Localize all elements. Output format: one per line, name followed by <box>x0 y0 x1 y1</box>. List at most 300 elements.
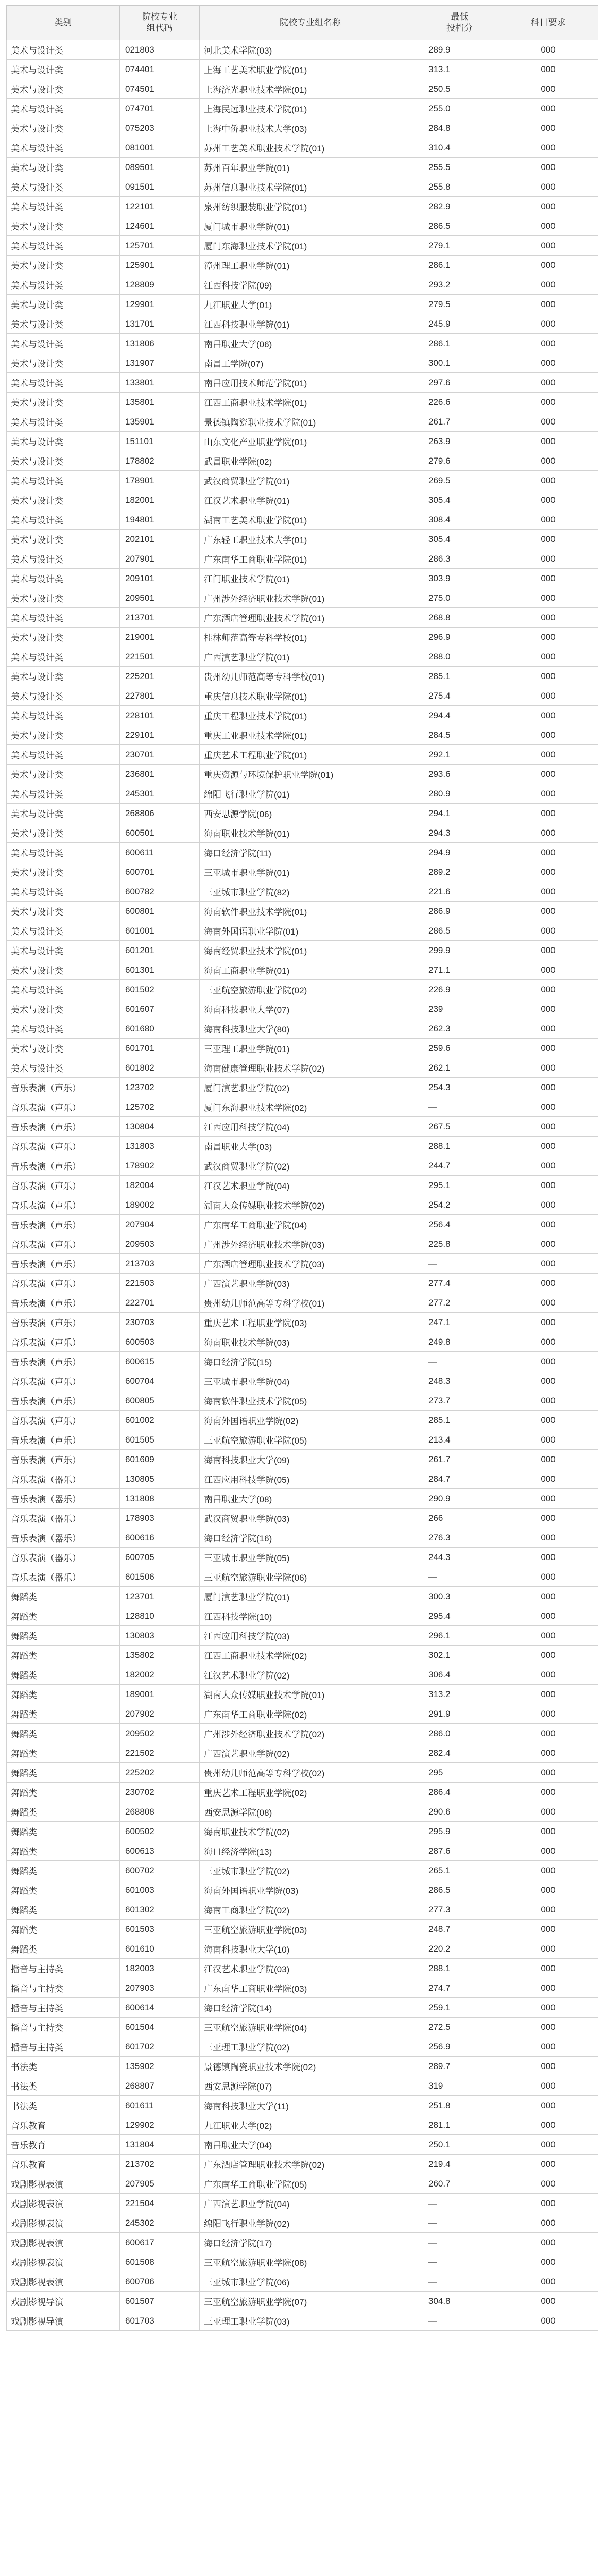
cell-min-score: 288.1 <box>421 1137 498 1156</box>
cell-group-code: 207901 <box>120 549 200 569</box>
cell-group-code: 151101 <box>120 432 200 451</box>
cell-subject-req: 000 <box>498 1509 598 1528</box>
cell-group-code: 178902 <box>120 1156 200 1176</box>
cell-group-code: 221503 <box>120 1274 200 1293</box>
header-code-line1: 院校专业 <box>142 12 177 22</box>
cell-group-code: 091501 <box>120 177 200 197</box>
cell-category: 美术与设计类 <box>7 118 120 138</box>
cell-min-score: 289.7 <box>421 2057 498 2076</box>
cell-school-group-name: 厦门东海职业技术学院(01) <box>200 236 421 256</box>
table-row <box>7 960 598 980</box>
cell-min-score: 248.7 <box>421 1920 498 1939</box>
cell-subject-req: 000 <box>498 843 598 862</box>
cell-group-code: 600782 <box>120 882 200 902</box>
cell-school-group-name: 武汉商贸职业学院(01) <box>200 471 421 490</box>
cell-min-score: 279.5 <box>421 295 498 314</box>
table-row <box>7 236 598 256</box>
cell-category: 舞蹈类 <box>7 1743 120 1763</box>
cell-group-code: 601607 <box>120 999 200 1019</box>
table-row <box>7 1411 598 1430</box>
cell-school-group-name: 九江职业大学(02) <box>200 2115 421 2135</box>
cell-category: 播音与主持类 <box>7 2037 120 2057</box>
cell-min-score: 256.9 <box>421 2037 498 2057</box>
cell-school-group-name: 广州涉外经济职业技术学院(02) <box>200 1724 421 1743</box>
cell-subject-req: 000 <box>498 1978 598 1998</box>
table-row <box>7 314 598 334</box>
cell-category: 美术与设计类 <box>7 79 120 99</box>
cell-subject-req: 000 <box>498 2155 598 2174</box>
cell-group-code: 601201 <box>120 941 200 960</box>
table-row <box>7 999 598 1019</box>
cell-group-code: 600706 <box>120 2272 200 2292</box>
cell-group-code: 123702 <box>120 1078 200 1097</box>
table-row <box>7 2115 598 2135</box>
cell-subject-req: 000 <box>498 745 598 765</box>
table-row <box>7 1117 598 1137</box>
cell-school-group-name: 贵州幼儿师范高等专科学校(02) <box>200 1763 421 1783</box>
cell-category: 美术与设计类 <box>7 138 120 158</box>
cell-min-score: 286.5 <box>421 216 498 236</box>
cell-group-code: 601701 <box>120 1039 200 1058</box>
cell-category: 美术与设计类 <box>7 236 120 256</box>
cell-subject-req: 000 <box>498 1528 598 1548</box>
table-row <box>7 1234 598 1254</box>
cell-subject-req: 000 <box>498 2037 598 2057</box>
table-row <box>7 2135 598 2155</box>
header-code-line2: 组代码 <box>146 23 173 33</box>
cell-min-score: 296.1 <box>421 1626 498 1646</box>
cell-category: 音乐表演（声乐） <box>7 1195 120 1215</box>
cell-school-group-name: 三亚城市职业学院(06) <box>200 2272 421 2292</box>
cell-category: 美术与设计类 <box>7 745 120 765</box>
cell-subject-req: 000 <box>498 1665 598 1685</box>
cell-min-score: 289.2 <box>421 862 498 882</box>
cell-group-code: 600702 <box>120 1861 200 1880</box>
cell-subject-req: 000 <box>498 1430 598 1450</box>
cell-min-score: 305.4 <box>421 530 498 549</box>
cell-school-group-name: 湖南大众传媒职业技术学院(02) <box>200 1195 421 1215</box>
cell-min-score: 293.6 <box>421 765 498 784</box>
cell-category: 美术与设计类 <box>7 216 120 236</box>
cell-school-group-name: 海南工商职业学院(02) <box>200 1900 421 1920</box>
cell-category: 音乐表演（声乐） <box>7 1078 120 1097</box>
table-row <box>7 882 598 902</box>
cell-school-group-name: 江汉艺术职业学院(01) <box>200 490 421 510</box>
cell-school-group-name: 广东酒店管理职业技术学院(02) <box>200 2155 421 2174</box>
cell-category: 美术与设计类 <box>7 177 120 197</box>
cell-category: 美术与设计类 <box>7 373 120 393</box>
cell-subject-req: 000 <box>498 2252 598 2272</box>
cell-min-score: 255.0 <box>421 99 498 118</box>
cell-category: 音乐表演（声乐） <box>7 1097 120 1117</box>
table-row <box>7 138 598 158</box>
cell-min-score: 251.8 <box>421 2096 498 2115</box>
cell-subject-req: 000 <box>498 510 598 530</box>
cell-category: 美术与设计类 <box>7 158 120 177</box>
cell-subject-req: 000 <box>498 1959 598 1978</box>
cell-group-code: 209501 <box>120 588 200 608</box>
cell-group-code: 131806 <box>120 334 200 353</box>
cell-school-group-name: 广州涉外经济职业技术学院(01) <box>200 588 421 608</box>
cell-school-group-name: 武昌职业学院(02) <box>200 451 421 471</box>
cell-min-score: 277.4 <box>421 1274 498 1293</box>
cell-group-code: 135901 <box>120 412 200 432</box>
cell-subject-req: 000 <box>498 2213 598 2233</box>
cell-category: 音乐表演（声乐） <box>7 1391 120 1411</box>
cell-group-code: 600705 <box>120 1548 200 1567</box>
cell-subject-req: 000 <box>498 236 598 256</box>
table-row <box>7 1606 598 1626</box>
cell-group-code: 131701 <box>120 314 200 334</box>
cell-category: 美术与设计类 <box>7 902 120 921</box>
cell-category: 戏剧影视表演 <box>7 2213 120 2233</box>
cell-school-group-name: 广东南华工商职业学院(03) <box>200 1978 421 1998</box>
cell-subject-req: 000 <box>498 1450 598 1469</box>
table-row <box>7 549 598 569</box>
cell-school-group-name: 江汉艺术职业学院(02) <box>200 1665 421 1685</box>
table-row <box>7 2018 598 2037</box>
cell-school-group-name: 武汉商贸职业学院(02) <box>200 1156 421 1176</box>
cell-min-score: 279.6 <box>421 451 498 471</box>
cell-subject-req: 000 <box>498 588 598 608</box>
cell-subject-req: 000 <box>498 1097 598 1117</box>
cell-min-score: 310.4 <box>421 138 498 158</box>
cell-group-code: 221504 <box>120 2194 200 2213</box>
cell-group-code: 178802 <box>120 451 200 471</box>
cell-group-code: 601001 <box>120 921 200 941</box>
cell-category: 舞蹈类 <box>7 1626 120 1646</box>
cell-group-code: 135902 <box>120 2057 200 2076</box>
table-row <box>7 432 598 451</box>
cell-min-score: 220.2 <box>421 1939 498 1959</box>
cell-subject-req: 000 <box>498 1254 598 1274</box>
cell-min-score: 304.8 <box>421 2292 498 2311</box>
cell-school-group-name: 海南职业技术学院(03) <box>200 1332 421 1352</box>
cell-subject-req: 000 <box>498 1039 598 1058</box>
cell-category: 美术与设计类 <box>7 432 120 451</box>
table-row <box>7 256 598 275</box>
cell-school-group-name: 重庆艺术工程职业学院(02) <box>200 1783 421 1802</box>
cell-subject-req: 000 <box>498 1215 598 1234</box>
cell-category: 美术与设计类 <box>7 686 120 706</box>
cell-subject-req: 000 <box>498 2018 598 2037</box>
cell-school-group-name: 广东轻工职业技术大学(01) <box>200 530 421 549</box>
table-row <box>7 765 598 784</box>
cell-subject-req: 000 <box>498 686 598 706</box>
cell-school-group-name: 西安思源学院(08) <box>200 1802 421 1822</box>
cell-min-score: 294.3 <box>421 823 498 843</box>
table-row <box>7 667 598 686</box>
cell-school-group-name: 武汉商贸职业学院(03) <box>200 1509 421 1528</box>
cell-min-score: 299.9 <box>421 941 498 960</box>
cell-min-score: 279.1 <box>421 236 498 256</box>
cell-subject-req: 000 <box>498 980 598 999</box>
cell-subject-req: 000 <box>498 118 598 138</box>
header-min-score-line1: 最低 <box>451 12 469 22</box>
table-row <box>7 1763 598 1783</box>
table-row <box>7 569 598 588</box>
cell-group-code: 236801 <box>120 765 200 784</box>
cell-school-group-name: 苏州工艺美术职业技术学院(01) <box>200 138 421 158</box>
table-row <box>7 1156 598 1176</box>
table-row <box>7 1646 598 1665</box>
cell-subject-req: 000 <box>498 1861 598 1880</box>
table-row <box>7 1802 598 1822</box>
cell-min-score: 256.4 <box>421 1215 498 1234</box>
cell-category: 播音与主持类 <box>7 2018 120 2037</box>
cell-group-code: 227801 <box>120 686 200 706</box>
cell-category: 美术与设计类 <box>7 765 120 784</box>
cell-school-group-name: 三亚城市职业学院(01) <box>200 862 421 882</box>
table-row <box>7 1880 598 1900</box>
cell-category: 美术与设计类 <box>7 353 120 373</box>
cell-group-code: 130803 <box>120 1626 200 1646</box>
cell-subject-req: 000 <box>498 2233 598 2252</box>
cell-group-code: 074701 <box>120 99 200 118</box>
cell-subject-req: 000 <box>498 353 598 373</box>
cell-min-score: — <box>421 2213 498 2233</box>
cell-category: 美术与设计类 <box>7 471 120 490</box>
cell-category: 美术与设计类 <box>7 549 120 569</box>
cell-category: 舞蹈类 <box>7 1646 120 1665</box>
cell-category: 书法类 <box>7 2057 120 2076</box>
cell-group-code: 229101 <box>120 725 200 745</box>
table-row <box>7 1019 598 1039</box>
table-row <box>7 823 598 843</box>
cell-school-group-name: 三亚城市职业学院(82) <box>200 882 421 902</box>
cell-subject-req: 000 <box>498 275 598 295</box>
cell-min-score: — <box>421 2311 498 2331</box>
cell-group-code: 213703 <box>120 1254 200 1274</box>
table-row <box>7 1293 598 1313</box>
cell-school-group-name: 湖南大众传媒职业技术学院(01) <box>200 1685 421 1704</box>
cell-min-score: 308.4 <box>421 510 498 530</box>
cell-subject-req: 000 <box>498 393 598 412</box>
cell-subject-req: 000 <box>498 1685 598 1704</box>
cell-category: 音乐表演（声乐） <box>7 1274 120 1293</box>
cell-school-group-name: 广西演艺职业学院(03) <box>200 1274 421 1293</box>
cell-min-score: 263.9 <box>421 432 498 451</box>
cell-school-group-name: 三亚理工职业学院(03) <box>200 2311 421 2331</box>
table-row <box>7 1391 598 1411</box>
table-row <box>7 2096 598 2115</box>
cell-school-group-name: 重庆工程职业技术学院(01) <box>200 706 421 725</box>
table-row <box>7 2272 598 2292</box>
table-row <box>7 2076 598 2096</box>
table-row <box>7 40 598 60</box>
cell-group-code: 600805 <box>120 1391 200 1411</box>
cell-category: 舞蹈类 <box>7 1704 120 1724</box>
cell-school-group-name: 海南科技职业大学(07) <box>200 999 421 1019</box>
cell-subject-req: 000 <box>498 862 598 882</box>
table-row <box>7 686 598 706</box>
cell-school-group-name: 海南外国语职业学院(03) <box>200 1880 421 1900</box>
cell-subject-req: 000 <box>498 1606 598 1626</box>
cell-min-score: 300.1 <box>421 353 498 373</box>
cell-category: 美术与设计类 <box>7 530 120 549</box>
table-row <box>7 1254 598 1274</box>
cell-subject-req: 000 <box>498 667 598 686</box>
table-row <box>7 1097 598 1117</box>
cell-school-group-name: 上海民远职业技术学院(01) <box>200 99 421 118</box>
table-row <box>7 295 598 314</box>
cell-school-group-name: 广东南华工商职业学院(02) <box>200 1704 421 1724</box>
cell-school-group-name: 南昌职业大学(04) <box>200 2135 421 2155</box>
cell-group-code: 601508 <box>120 2252 200 2272</box>
cell-category: 音乐表演（声乐） <box>7 1293 120 1313</box>
table-row <box>7 941 598 960</box>
cell-group-code: 125901 <box>120 256 200 275</box>
cell-category: 戏剧影视表演 <box>7 2233 120 2252</box>
cell-group-code: 600502 <box>120 1822 200 1841</box>
cell-min-score: 254.2 <box>421 1195 498 1215</box>
table-row <box>7 843 598 862</box>
cell-category: 舞蹈类 <box>7 1685 120 1704</box>
cell-category: 美术与设计类 <box>7 921 120 941</box>
table-header <box>7 6 598 40</box>
cell-subject-req: 000 <box>498 1822 598 1841</box>
cell-subject-req: 000 <box>498 2057 598 2076</box>
table-row <box>7 99 598 118</box>
table-row <box>7 1900 598 1920</box>
table-row <box>7 588 598 608</box>
cell-school-group-name: 广东酒店管理职业技术学院(01) <box>200 608 421 628</box>
table-row <box>7 1626 598 1646</box>
header-category: 类别 <box>7 6 120 40</box>
table-row <box>7 1058 598 1078</box>
cell-category: 美术与设计类 <box>7 706 120 725</box>
cell-school-group-name: 西安思源学院(06) <box>200 804 421 823</box>
cell-category: 舞蹈类 <box>7 1783 120 1802</box>
cell-school-group-name: 海口经济学院(16) <box>200 1528 421 1548</box>
cell-group-code: 207902 <box>120 1704 200 1724</box>
cell-category: 美术与设计类 <box>7 628 120 647</box>
cell-group-code: 074501 <box>120 79 200 99</box>
cell-min-score: 288.0 <box>421 647 498 667</box>
cell-school-group-name: 三亚航空旅游职业学院(04) <box>200 2018 421 2037</box>
cell-group-code: 268806 <box>120 804 200 823</box>
cell-category: 美术与设计类 <box>7 451 120 471</box>
cell-group-code: 123701 <box>120 1587 200 1606</box>
table-row <box>7 1861 598 1880</box>
cell-subject-req: 000 <box>498 1567 598 1587</box>
cell-min-score: 286.1 <box>421 334 498 353</box>
cell-subject-req: 000 <box>498 2272 598 2292</box>
cell-school-group-name: 厦门演艺职业学院(01) <box>200 1587 421 1606</box>
cell-group-code: 219001 <box>120 628 200 647</box>
cell-category: 美术与设计类 <box>7 725 120 745</box>
cell-category: 播音与主持类 <box>7 1998 120 2018</box>
cell-category: 音乐教育 <box>7 2155 120 2174</box>
cell-category: 美术与设计类 <box>7 980 120 999</box>
cell-subject-req: 000 <box>498 216 598 236</box>
cell-min-score: 313.2 <box>421 1685 498 1704</box>
cell-subject-req: 000 <box>498 882 598 902</box>
cell-school-group-name: 江西工商职业技术学院(01) <box>200 393 421 412</box>
cell-min-score: 295.9 <box>421 1822 498 1841</box>
table-row <box>7 902 598 921</box>
cell-subject-req: 000 <box>498 1234 598 1254</box>
cell-min-score: 294.9 <box>421 843 498 862</box>
cell-group-code: 189001 <box>120 1685 200 1704</box>
cell-school-group-name: 广西演艺职业学院(04) <box>200 2194 421 2213</box>
cell-min-score: 302.1 <box>421 1646 498 1665</box>
cell-min-score: — <box>421 2272 498 2292</box>
cell-school-group-name: 江汉艺术职业学院(03) <box>200 1959 421 1978</box>
cell-group-code: 207904 <box>120 1215 200 1234</box>
cell-school-group-name: 江西科技学院(09) <box>200 275 421 295</box>
cell-group-code: 128809 <box>120 275 200 295</box>
cell-school-group-name: 重庆艺术工程职业学院(01) <box>200 745 421 765</box>
cell-category: 美术与设计类 <box>7 1039 120 1058</box>
cell-group-code: 600801 <box>120 902 200 921</box>
cell-school-group-name: 三亚理工职业学院(01) <box>200 1039 421 1058</box>
cell-subject-req: 000 <box>498 960 598 980</box>
cell-school-group-name: 重庆资源与环境保护职业学院(01) <box>200 765 421 784</box>
cell-group-code: 075203 <box>120 118 200 138</box>
cell-min-score: — <box>421 1254 498 1274</box>
cell-min-score: 269.5 <box>421 471 498 490</box>
cell-min-score: 226.9 <box>421 980 498 999</box>
table-row <box>7 2057 598 2076</box>
table-row <box>7 1783 598 1802</box>
cell-min-score: 262.1 <box>421 1058 498 1078</box>
table-row <box>7 1313 598 1332</box>
cell-school-group-name: 贵州幼儿师范高等专科学校(01) <box>200 1293 421 1313</box>
cell-category: 美术与设计类 <box>7 882 120 902</box>
cell-min-score: 288.1 <box>421 1959 498 1978</box>
cell-category: 播音与主持类 <box>7 1959 120 1978</box>
cell-school-group-name: 湖南工艺美术职业学院(01) <box>200 510 421 530</box>
cell-category: 美术与设计类 <box>7 647 120 667</box>
cell-school-group-name: 海南软件职业技术学院(01) <box>200 902 421 921</box>
cell-category: 音乐表演（声乐） <box>7 1254 120 1274</box>
cell-min-score: 295 <box>421 1763 498 1783</box>
cell-group-code: 125702 <box>120 1097 200 1117</box>
header-subject-req: 科目要求 <box>498 6 598 40</box>
cell-group-code: 601506 <box>120 1567 200 1587</box>
cell-group-code: 178903 <box>120 1509 200 1528</box>
cell-school-group-name: 三亚航空旅游职业学院(02) <box>200 980 421 999</box>
cell-min-score: 282.4 <box>421 1743 498 1763</box>
cell-category: 音乐表演（器乐） <box>7 1548 120 1567</box>
cell-category: 美术与设计类 <box>7 197 120 216</box>
cell-school-group-name: 三亚城市职业学院(05) <box>200 1548 421 1567</box>
cell-subject-req: 000 <box>498 2096 598 2115</box>
cell-school-group-name: 海口经济学院(13) <box>200 1841 421 1861</box>
cell-category: 美术与设计类 <box>7 667 120 686</box>
cell-subject-req: 000 <box>498 177 598 197</box>
cell-group-code: 178901 <box>120 471 200 490</box>
cell-school-group-name: 贵州幼儿师范高等专科学校(01) <box>200 667 421 686</box>
admission-table-wrapper <box>6 5 598 2331</box>
cell-school-group-name: 三亚城市职业学院(02) <box>200 1861 421 1880</box>
table-row <box>7 471 598 490</box>
cell-category: 舞蹈类 <box>7 1939 120 1959</box>
cell-group-code: 182001 <box>120 490 200 510</box>
table-row <box>7 1195 598 1215</box>
cell-school-group-name: 江汉艺术职业学院(04) <box>200 1176 421 1195</box>
cell-min-score: 275.0 <box>421 588 498 608</box>
cell-subject-req: 000 <box>498 608 598 628</box>
cell-group-code: 130804 <box>120 1117 200 1137</box>
cell-group-code: 221501 <box>120 647 200 667</box>
cell-min-score: 306.4 <box>421 1665 498 1685</box>
cell-group-code: 600503 <box>120 1332 200 1352</box>
cell-subject-req: 000 <box>498 530 598 549</box>
table-row <box>7 353 598 373</box>
cell-category: 美术与设计类 <box>7 784 120 804</box>
